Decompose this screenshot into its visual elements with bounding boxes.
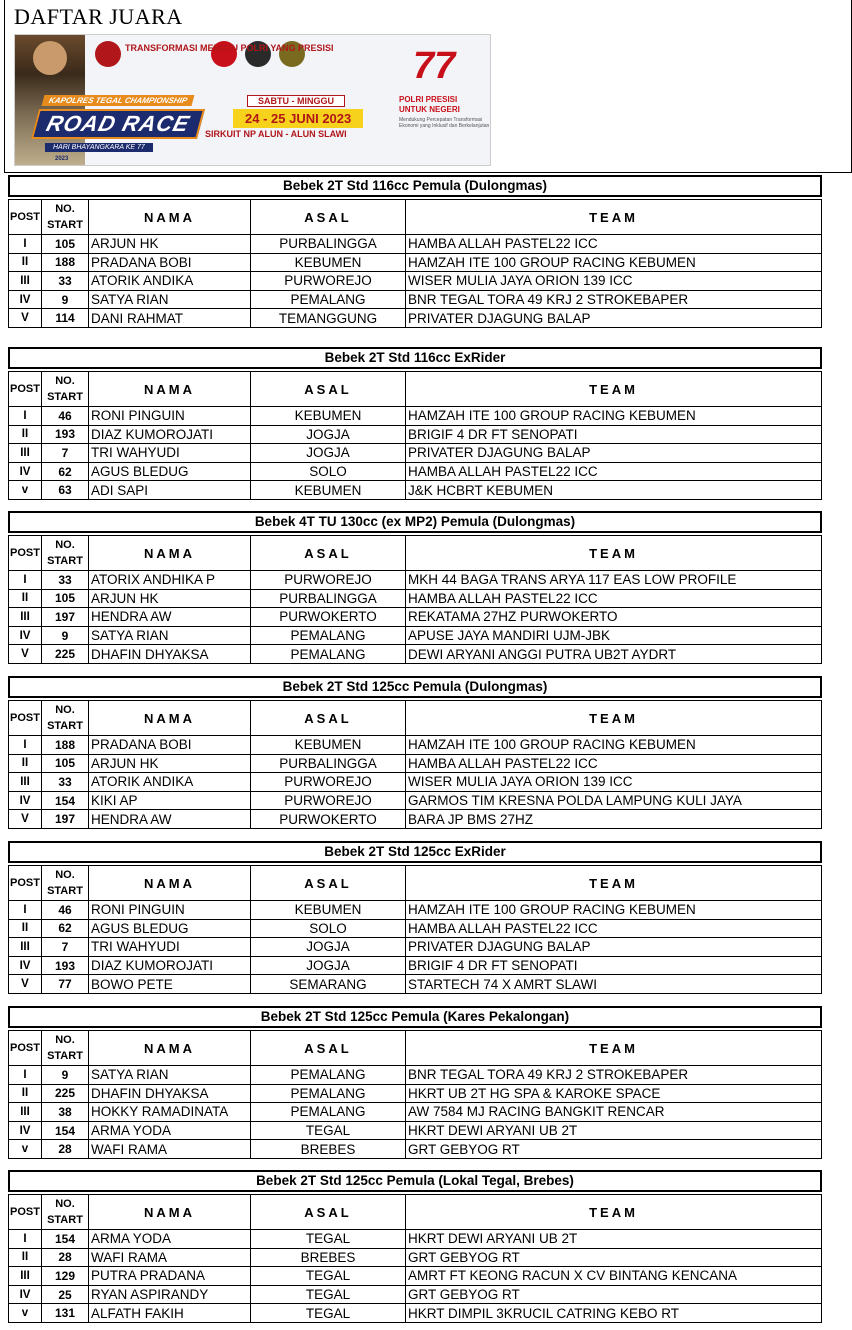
cell-no: 46 xyxy=(42,901,89,920)
header-no: NO. START xyxy=(42,1195,89,1230)
banner-year: 2023 xyxy=(55,156,69,162)
cell-nama: SATYA RIAN xyxy=(89,1066,251,1085)
cell-nama: KIKI AP xyxy=(89,791,251,810)
cell-no: 197 xyxy=(42,608,89,627)
cell-nama: BOWO PETE xyxy=(89,975,251,994)
cell-nama: AGUS BLEDUG xyxy=(89,919,251,938)
cell-asal: SOLO xyxy=(251,462,406,481)
cell-no: 62 xyxy=(42,462,89,481)
cell-nama: ALFATH FAKIH xyxy=(89,1304,251,1323)
cell-nama: DHAFIN DHYAKSA xyxy=(89,645,251,664)
cell-no: 154 xyxy=(42,791,89,810)
table-row xyxy=(9,407,822,426)
header-team: TEAM xyxy=(406,536,822,571)
cell-team: HAMBA ALLAH PASTEL22 ICC xyxy=(406,589,822,608)
header-nama: NAMA xyxy=(89,536,251,571)
cell-no: 129 xyxy=(42,1267,89,1286)
cell-pos: II xyxy=(9,919,42,938)
table-row xyxy=(9,919,822,938)
cell-asal: BREBES xyxy=(251,1248,406,1267)
header-nama: NAMA xyxy=(89,200,251,235)
cell-no: 105 xyxy=(42,589,89,608)
cell-no: 9 xyxy=(42,626,89,645)
cell-no: 105 xyxy=(42,235,89,254)
cell-team: AMRT FT KEONG RACUN X CV BINTANG KENCANA xyxy=(406,1267,822,1286)
cell-asal: PURBALINGGA xyxy=(251,589,406,608)
cell-team: PRIVATER DJAGUNG BALAP xyxy=(406,309,822,328)
table-row xyxy=(9,810,822,829)
cell-team: GRT GEBYOG RT xyxy=(406,1248,822,1267)
cell-nama: HENDRA AW xyxy=(89,608,251,627)
header-team: TEAM xyxy=(406,1195,822,1230)
cell-asal: BREBES xyxy=(251,1140,406,1159)
cell-asal: PEMALANG xyxy=(251,290,406,309)
result-section xyxy=(8,1170,824,1323)
cell-team: HAMBA ALLAH PASTEL22 ICC xyxy=(406,919,822,938)
cell-pos: III xyxy=(9,938,42,957)
cell-asal: PURWOKERTO xyxy=(251,608,406,627)
cell-pos: II xyxy=(9,253,42,272)
table-header-row xyxy=(9,372,822,407)
cell-asal: PURWOKERTO xyxy=(251,810,406,829)
cell-nama: ARJUN HK xyxy=(89,754,251,773)
header-pos: POST xyxy=(9,372,42,407)
cell-nama: ARJUN HK xyxy=(89,235,251,254)
cell-nama: TRI WAHYUDI xyxy=(89,938,251,957)
cell-asal: PURWOREJO xyxy=(251,791,406,810)
cell-team: STARTECH 74 X AMRT SLAWI xyxy=(406,975,822,994)
table-row xyxy=(9,1248,822,1267)
cell-nama: WAFI RAMA xyxy=(89,1140,251,1159)
table-row xyxy=(9,462,822,481)
header-pos: POST xyxy=(9,536,42,571)
cell-no: 62 xyxy=(42,919,89,938)
result-section xyxy=(8,1006,824,1159)
cell-team: HKRT UB 2T HG SPA & KAROKE SPACE xyxy=(406,1084,822,1103)
table-row xyxy=(9,444,822,463)
cell-team: HAMZAH ITE 100 GROUP RACING KEBUMEN xyxy=(406,901,822,920)
cell-no: 7 xyxy=(42,938,89,957)
cell-pos: IV xyxy=(9,290,42,309)
cell-team: HAMZAH ITE 100 GROUP RACING KEBUMEN xyxy=(406,253,822,272)
cell-no: 188 xyxy=(42,253,89,272)
table-row xyxy=(9,1066,822,1085)
cell-pos: v xyxy=(9,481,42,500)
cell-nama: SATYA RIAN xyxy=(89,626,251,645)
results-table xyxy=(8,1194,822,1323)
cell-pos: III xyxy=(9,608,42,627)
cell-no: 188 xyxy=(42,736,89,755)
cell-team: PRIVATER DJAGUNG BALAP xyxy=(406,444,822,463)
cell-no: 225 xyxy=(42,645,89,664)
banner-championship: KAPOLRES TEGAL CHAMPIONSHIP xyxy=(42,95,195,106)
header-pos: POST xyxy=(9,1195,42,1230)
cell-no: 154 xyxy=(42,1121,89,1140)
cell-asal: KEBUMEN xyxy=(251,481,406,500)
cell-nama: PUTRA PRADANA xyxy=(89,1267,251,1286)
table-header-row xyxy=(9,536,822,571)
header-nama: NAMA xyxy=(89,1195,251,1230)
cell-pos: III xyxy=(9,773,42,792)
cell-nama: DHAFIN DHYAKSA xyxy=(89,1084,251,1103)
cell-nama: DANI RAHMAT xyxy=(89,309,251,328)
cell-nama: ARMA YODA xyxy=(89,1230,251,1249)
cell-no: 33 xyxy=(42,272,89,291)
cell-team: HAMZAH ITE 100 GROUP RACING KEBUMEN xyxy=(406,407,822,426)
cell-pos: v xyxy=(9,1304,42,1323)
cell-nama: ADI SAPI xyxy=(89,481,251,500)
table-row xyxy=(9,1103,822,1122)
table-row xyxy=(9,626,822,645)
cell-team: MKH 44 BAGA TRANS ARYA 117 EAS LOW PROFILE xyxy=(406,571,822,590)
cell-pos: IV xyxy=(9,1121,42,1140)
header-team: TEAM xyxy=(406,866,822,901)
banner-days: SABTU - MINGGU xyxy=(247,95,345,107)
header-team: TEAM xyxy=(406,372,822,407)
cell-no: 154 xyxy=(42,1230,89,1249)
slogan-line-2: UNTUK NEGERI xyxy=(399,105,460,114)
cell-pos: IV xyxy=(9,626,42,645)
cell-nama: DIAZ KUMOROJATI xyxy=(89,956,251,975)
cell-pos: v xyxy=(9,1140,42,1159)
header-nama: NAMA xyxy=(89,372,251,407)
table-row xyxy=(9,1285,822,1304)
header-asal: ASAL xyxy=(251,536,406,571)
cell-no: 193 xyxy=(42,956,89,975)
cell-pos: II xyxy=(9,754,42,773)
result-section xyxy=(8,175,824,328)
results-table xyxy=(8,865,822,994)
cell-asal: JOGJA xyxy=(251,425,406,444)
cell-nama: DIAZ KUMOROJATI xyxy=(89,425,251,444)
cell-asal: SOLO xyxy=(251,919,406,938)
table-row xyxy=(9,938,822,957)
cell-no: 9 xyxy=(42,290,89,309)
cell-nama: ARMA YODA xyxy=(89,1121,251,1140)
cell-pos: IV xyxy=(9,1285,42,1304)
table-row xyxy=(9,773,822,792)
cell-asal: JOGJA xyxy=(251,938,406,957)
table-row xyxy=(9,645,822,664)
cell-no: 114 xyxy=(42,309,89,328)
table-row xyxy=(9,235,822,254)
cell-pos: V xyxy=(9,645,42,664)
table-row xyxy=(9,956,822,975)
table-row xyxy=(9,481,822,500)
banner-occasion: HARI BHAYANGKARA KE 77 xyxy=(45,143,153,152)
cell-team: DEWI ARYANI ANGGI PUTRA UB2T AYDRT xyxy=(406,645,822,664)
cell-pos: II xyxy=(9,589,42,608)
cell-no: 46 xyxy=(42,407,89,426)
header-asal: ASAL xyxy=(251,1195,406,1230)
table-row xyxy=(9,901,822,920)
cell-team: BNR TEGAL TORA 49 KRJ 2 STROKEBAPER xyxy=(406,290,822,309)
cell-pos: I xyxy=(9,901,42,920)
cell-pos: V xyxy=(9,975,42,994)
cell-asal: SEMARANG xyxy=(251,975,406,994)
cell-pos: I xyxy=(9,407,42,426)
cell-team: BRIGIF 4 DR FT SENOPATI xyxy=(406,425,822,444)
polri-slogan xyxy=(399,95,460,115)
cell-no: 9 xyxy=(42,1066,89,1085)
cell-asal: KEBUMEN xyxy=(251,253,406,272)
cell-pos: III xyxy=(9,272,42,291)
table-row xyxy=(9,1230,822,1249)
section-title: Bebek 2T Std 125cc Pemula (Lokal Tegal, Brebes) xyxy=(8,1170,822,1192)
cell-no: 25 xyxy=(42,1285,89,1304)
results-table xyxy=(8,1030,822,1159)
header-asal: ASAL xyxy=(251,372,406,407)
cell-pos: III xyxy=(9,1267,42,1286)
anniversary-logo: 77 xyxy=(413,45,456,87)
cell-pos: I xyxy=(9,571,42,590)
cell-pos: IV xyxy=(9,791,42,810)
cell-nama: WAFI RAMA xyxy=(89,1248,251,1267)
cell-nama: PRADANA BOBI xyxy=(89,736,251,755)
cell-team: HKRT DIMPIL 3KRUCIL CATRING KEBO RT xyxy=(406,1304,822,1323)
table-header-row xyxy=(9,1031,822,1066)
table-header-row xyxy=(9,866,822,901)
cell-asal: PURBALINGGA xyxy=(251,754,406,773)
slogan-sub: Mendukung Percepatan Transformasi Ekonomi yang Inklusif dan Berkelanjutan xyxy=(399,117,490,129)
cell-team: APUSE JAYA MANDIRI UJM-JBK xyxy=(406,626,822,645)
header-nama: NAMA xyxy=(89,1031,251,1066)
cell-no: 193 xyxy=(42,425,89,444)
cell-asal: PEMALANG xyxy=(251,1103,406,1122)
cell-nama: ATORIK ANDIKA xyxy=(89,272,251,291)
header-pos: POST xyxy=(9,701,42,736)
cell-team: HAMBA ALLAH PASTEL22 ICC xyxy=(406,754,822,773)
cell-team: GRT GEBYOG RT xyxy=(406,1285,822,1304)
header-team: TEAM xyxy=(406,200,822,235)
table-row xyxy=(9,1140,822,1159)
table-row xyxy=(9,571,822,590)
banner-date: 24 - 25 JUNI 2023 xyxy=(233,109,363,128)
cell-nama: AGUS BLEDUG xyxy=(89,462,251,481)
cell-nama: RONI PINGUIN xyxy=(89,407,251,426)
cell-asal: TEGAL xyxy=(251,1267,406,1286)
table-header-row xyxy=(9,200,822,235)
cell-nama: RONI PINGUIN xyxy=(89,901,251,920)
cell-pos: V xyxy=(9,810,42,829)
header-pos: POST xyxy=(9,866,42,901)
cell-team: BRIGIF 4 DR FT SENOPATI xyxy=(406,956,822,975)
banner-venue: SIRKUIT NP ALUN - ALUN SLAWI xyxy=(205,129,347,139)
cell-nama: RYAN ASPIRANDY xyxy=(89,1285,251,1304)
cell-team: WISER MULIA JAYA ORION 139 ICC xyxy=(406,773,822,792)
header-nama: NAMA xyxy=(89,701,251,736)
section-title: Bebek 2T Std 125cc ExRider xyxy=(8,841,822,863)
section-title: Bebek 2T Std 125cc Pemula (Dulongmas) xyxy=(8,676,822,698)
section-title: Bebek 2T Std 116cc ExRider xyxy=(8,347,822,369)
cell-no: 33 xyxy=(42,773,89,792)
header-asal: ASAL xyxy=(251,200,406,235)
cell-asal: PEMALANG xyxy=(251,1084,406,1103)
table-row xyxy=(9,589,822,608)
cell-no: 38 xyxy=(42,1103,89,1122)
cell-pos: I xyxy=(9,235,42,254)
result-section xyxy=(8,511,824,664)
table-row xyxy=(9,253,822,272)
header-asal: ASAL xyxy=(251,1031,406,1066)
result-section xyxy=(8,676,824,829)
header-no: NO. START xyxy=(42,536,89,571)
result-section xyxy=(8,347,824,500)
cell-asal: PEMALANG xyxy=(251,1066,406,1085)
table-row xyxy=(9,1121,822,1140)
cell-asal: JOGJA xyxy=(251,956,406,975)
cell-no: 77 xyxy=(42,975,89,994)
cell-no: 225 xyxy=(42,1084,89,1103)
section-title: Bebek 2T Std 125cc Pemula (Kares Pekalongan) xyxy=(8,1006,822,1028)
cell-pos: III xyxy=(9,1103,42,1122)
table-row xyxy=(9,736,822,755)
cell-asal: JOGJA xyxy=(251,444,406,463)
emblem-icon xyxy=(95,41,121,67)
table-row xyxy=(9,425,822,444)
cell-team: AW 7584 MJ RACING BANGKIT RENCAR xyxy=(406,1103,822,1122)
table-row xyxy=(9,975,822,994)
page-title: DAFTAR JUARA xyxy=(14,4,183,29)
cell-team: BARA JP BMS 27HZ xyxy=(406,810,822,829)
cell-nama: HOKKY RAMADINATA xyxy=(89,1103,251,1122)
cell-pos: II xyxy=(9,1248,42,1267)
cell-no: 197 xyxy=(42,810,89,829)
section-title: Bebek 4T TU 130cc (ex MP2) Pemula (Dulongmas) xyxy=(8,511,822,533)
cell-no: 28 xyxy=(42,1140,89,1159)
cell-asal: PEMALANG xyxy=(251,626,406,645)
header-asal: ASAL xyxy=(251,701,406,736)
table-row xyxy=(9,1304,822,1323)
header-pos: POST xyxy=(9,1031,42,1066)
result-section xyxy=(8,841,824,994)
cell-pos: I xyxy=(9,736,42,755)
cell-no: 33 xyxy=(42,571,89,590)
cell-team: J&K HCBRT KEBUMEN xyxy=(406,481,822,500)
results-table xyxy=(8,535,822,664)
cell-asal: KEBUMEN xyxy=(251,901,406,920)
cell-team: WISER MULIA JAYA ORION 139 ICC xyxy=(406,272,822,291)
cell-no: 63 xyxy=(42,481,89,500)
table-row xyxy=(9,754,822,773)
banner-event: ROAD RACE xyxy=(31,109,205,139)
cell-asal: PURBALINGGA xyxy=(251,235,406,254)
header-team: TEAM xyxy=(406,1031,822,1066)
results-table xyxy=(8,199,822,328)
table-header-row xyxy=(9,701,822,736)
cell-pos: II xyxy=(9,1084,42,1103)
cell-asal: KEBUMEN xyxy=(251,736,406,755)
cell-team: GARMOS TIM KRESNA POLDA LAMPUNG KULI JAYA xyxy=(406,791,822,810)
cell-team: HAMBA ALLAH PASTEL22 ICC xyxy=(406,235,822,254)
cell-pos: V xyxy=(9,309,42,328)
cell-nama: HENDRA AW xyxy=(89,810,251,829)
table-row xyxy=(9,608,822,627)
cell-no: 28 xyxy=(42,1248,89,1267)
cell-nama: ATORIX ANDHIKA P xyxy=(89,571,251,590)
cell-team: REKATAMA 27HZ PURWOKERTO xyxy=(406,608,822,627)
header-asal: ASAL xyxy=(251,866,406,901)
cell-nama: SATYA RIAN xyxy=(89,290,251,309)
cell-team: PRIVATER DJAGUNG BALAP xyxy=(406,938,822,957)
results-table xyxy=(8,700,822,829)
cell-no: 105 xyxy=(42,754,89,773)
cell-nama: ATORIK ANDIKA xyxy=(89,773,251,792)
cell-nama: TRI WAHYUDI xyxy=(89,444,251,463)
header-no: NO. START xyxy=(42,1031,89,1066)
cell-team: GRT GEBYOG RT xyxy=(406,1140,822,1159)
header-nama: NAMA xyxy=(89,866,251,901)
cell-pos: II xyxy=(9,425,42,444)
header-no: NO. START xyxy=(42,701,89,736)
cell-team: BNR TEGAL TORA 49 KRJ 2 STROKEBAPER xyxy=(406,1066,822,1085)
section-title: Bebek 2T Std 116cc Pemula (Dulongmas) xyxy=(8,175,822,197)
cell-asal: TEMANGGUNG xyxy=(251,309,406,328)
cell-nama: ARJUN HK xyxy=(89,589,251,608)
cell-pos: IV xyxy=(9,956,42,975)
table-row xyxy=(9,290,822,309)
cell-pos: III xyxy=(9,444,42,463)
cell-asal: TEGAL xyxy=(251,1230,406,1249)
event-banner xyxy=(14,34,491,166)
slogan-line-1: POLRI PRESISI xyxy=(399,95,458,104)
cell-pos: IV xyxy=(9,462,42,481)
cell-pos: I xyxy=(9,1230,42,1249)
banner-brand: TRANSFORMASI MENUJU POLRI YANG PRESISI xyxy=(125,43,334,53)
table-row xyxy=(9,309,822,328)
header-no: NO. START xyxy=(42,866,89,901)
cell-no: 131 xyxy=(42,1304,89,1323)
cell-asal: PURWOREJO xyxy=(251,773,406,792)
table-row xyxy=(9,272,822,291)
cell-asal: PEMALANG xyxy=(251,645,406,664)
results-table xyxy=(8,371,822,500)
cell-asal: PURWOREJO xyxy=(251,571,406,590)
header-team: TEAM xyxy=(406,701,822,736)
cell-team: HKRT DEWI ARYANI UB 2T xyxy=(406,1121,822,1140)
cell-asal: TEGAL xyxy=(251,1304,406,1323)
cell-no: 7 xyxy=(42,444,89,463)
cell-asal: TEGAL xyxy=(251,1285,406,1304)
table-row xyxy=(9,1267,822,1286)
table-header-row xyxy=(9,1195,822,1230)
cell-asal: KEBUMEN xyxy=(251,407,406,426)
header-no: NO. START xyxy=(42,372,89,407)
table-row xyxy=(9,1084,822,1103)
cell-team: HAMZAH ITE 100 GROUP RACING KEBUMEN xyxy=(406,736,822,755)
cell-asal: TEGAL xyxy=(251,1121,406,1140)
cell-team: HAMBA ALLAH PASTEL22 ICC xyxy=(406,462,822,481)
header-pos: POST xyxy=(9,200,42,235)
cell-team: HKRT DEWI ARYANI UB 2T xyxy=(406,1230,822,1249)
header-no: NO. START xyxy=(42,200,89,235)
cell-nama: PRADANA BOBI xyxy=(89,253,251,272)
cell-asal: PURWOREJO xyxy=(251,272,406,291)
table-row xyxy=(9,791,822,810)
cell-pos: I xyxy=(9,1066,42,1085)
